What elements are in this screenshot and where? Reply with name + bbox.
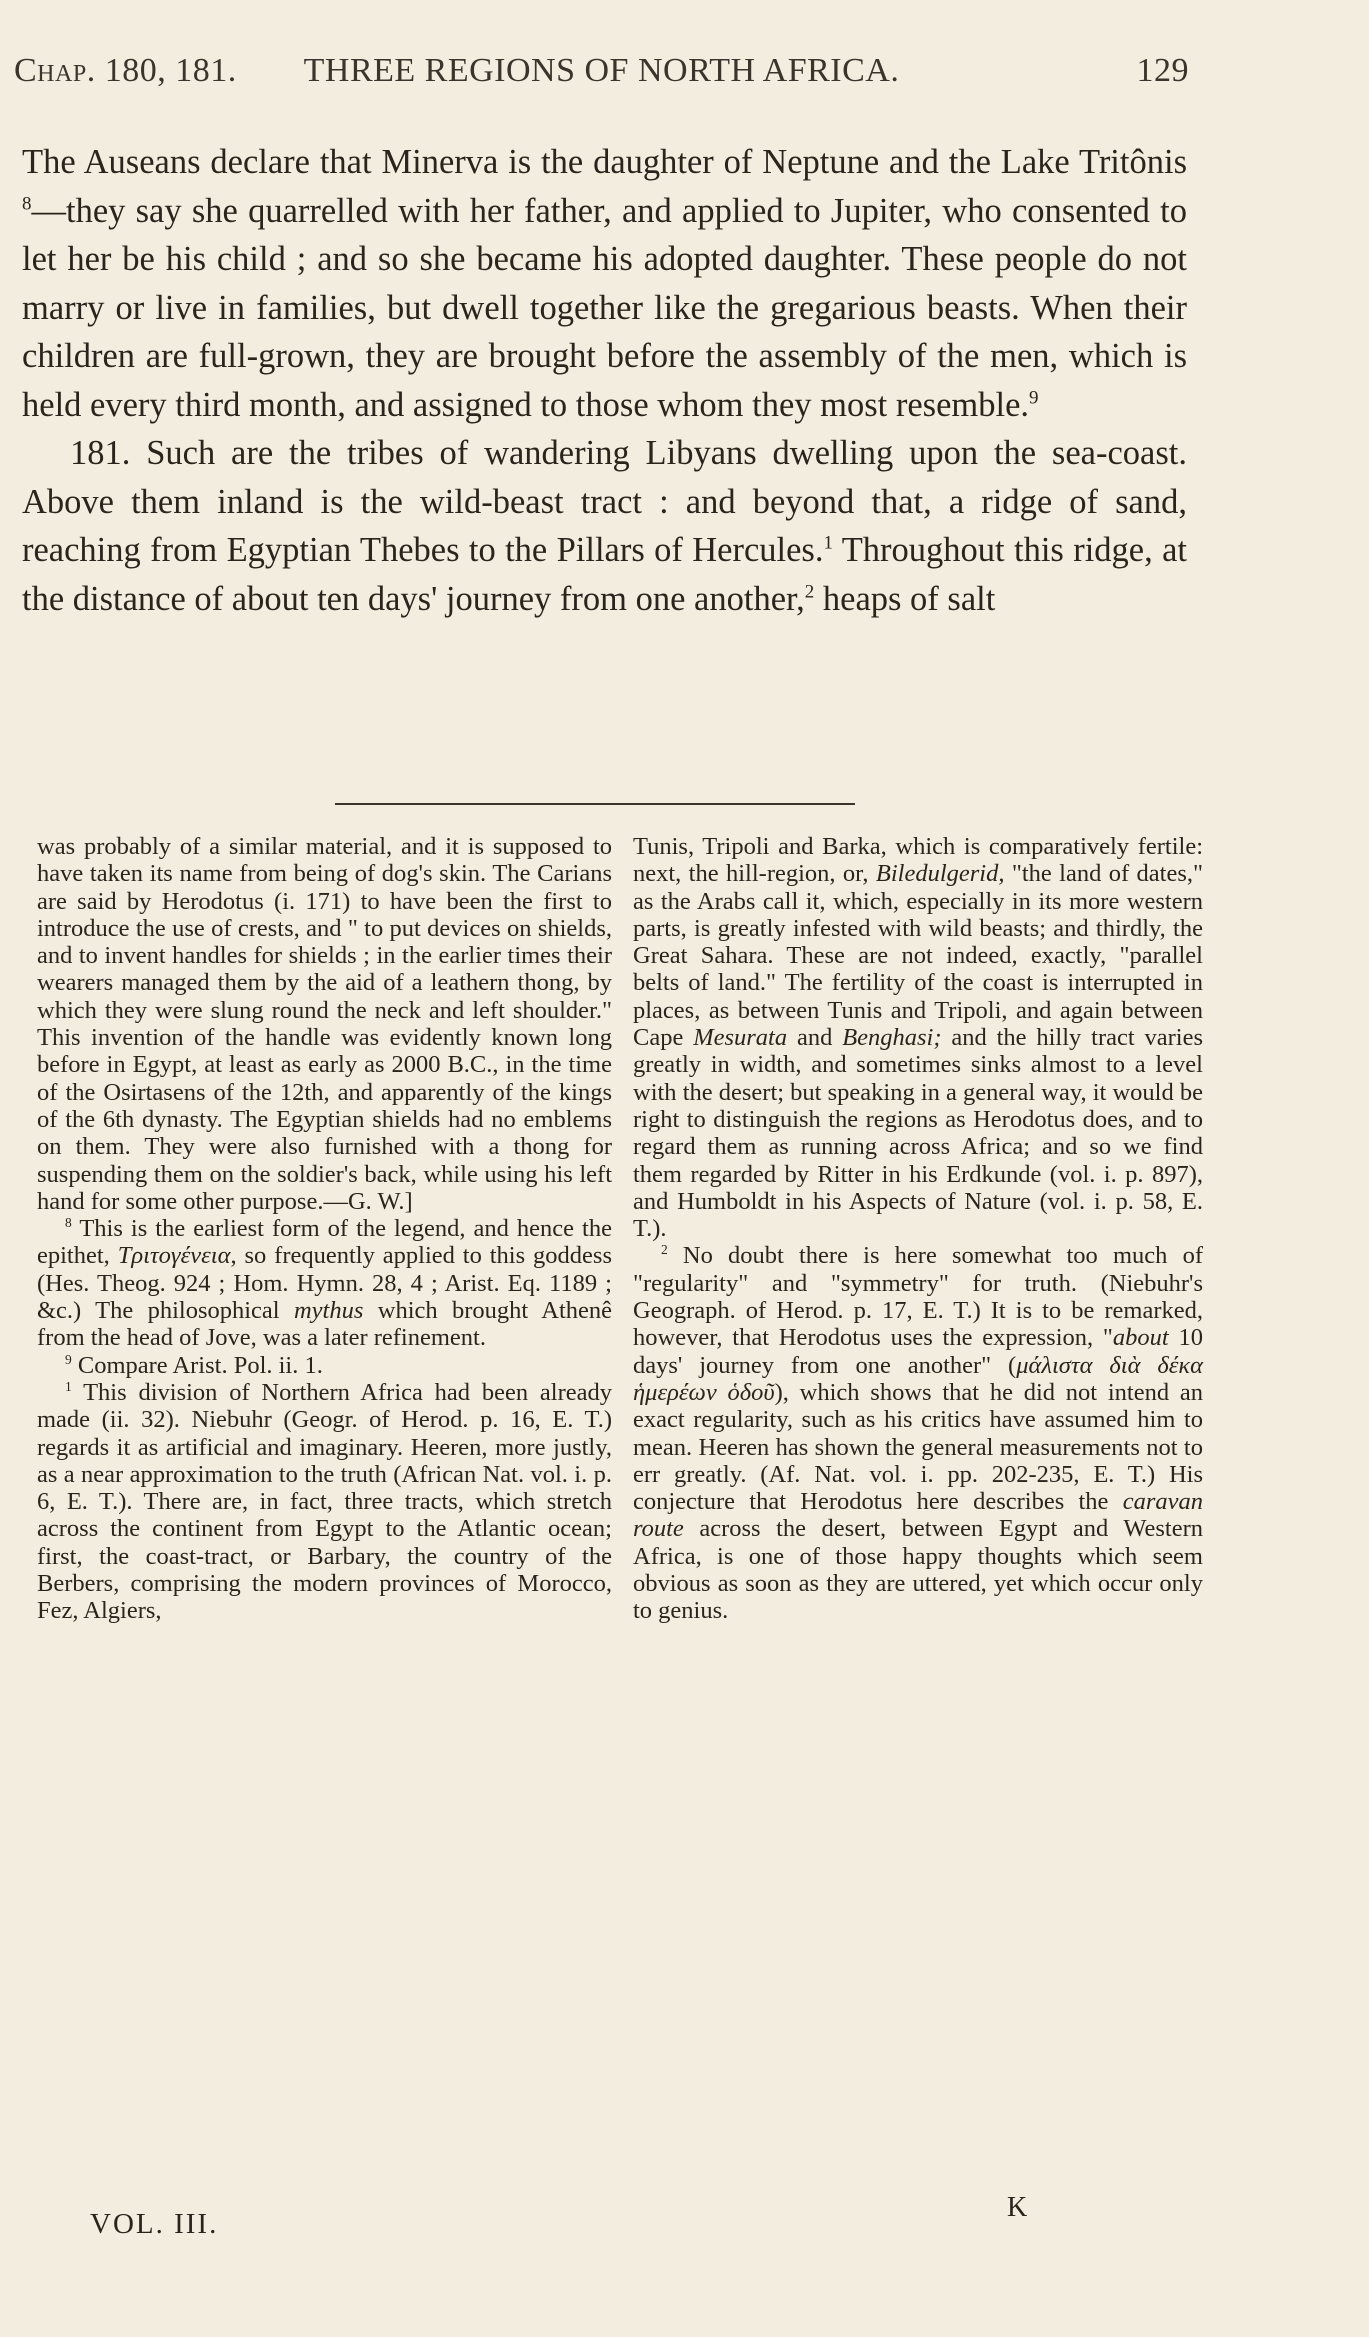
footnote-1: $^1$ This division of Northern Africa had been already made (ii. 32). Niebuhr (Geogr. of Herod. p. 16, E. T.) regards it as artificial and imaginary. Heeren, more justly, as a near approximation to the truth (African Nat. vol. i. p. 6, E. T.). There are, in fact, three tracts, which stretch across the continent from Egypt to the Atlantic ocean; first, the coast-tract, or Barbary, the country of the Berbers, comprising the modern provinces of Morocco, Fez, Algiers,	[37, 1378, 612, 1625]
signature-mark: K	[1007, 2192, 1028, 2223]
footnote-ref-1: 1	[823, 532, 833, 554]
page-number: 129	[1136, 52, 1189, 89]
footnotes-right-column	[633, 833, 1203, 1625]
footnote-divider	[335, 803, 855, 805]
main-paragraph-181: 181. Such are the tribes of wandering Libyans dwelling upon the sea-coast. Above them inland is the wild-beast tract : and beyond that, a ridge of sand, reaching from Egyptian Thebes to the Pillars of Hercules.$^1$ Throughout this ridge, at the distance of about ten days' journey from one another,$^2$ heaps of salt	[22, 434, 1187, 618]
footnotes-left-column	[37, 833, 612, 1625]
running-header	[14, 52, 1189, 102]
footnote-ref-8: 8	[22, 193, 32, 214]
footnote-ref-2: 2	[804, 581, 815, 602]
footnote-ref-9: 9	[1029, 387, 1039, 408]
volume-label: VOL. III.	[90, 2208, 219, 2240]
footnote-continuation-shields: was probably of a similar material, and it is supposed to have taken its name from being of dog's skin. The Carians are said by Herodotus (i. 171) to have been the first to introduce the use of crests, and " to put devices on shields, and to invent handles for shields ; in the earlier times their wearers managed them by the aid of a leathern thong, by which they were slung round the neck and left shoulder." This invention of the handle was evidently known long before in Egypt, at least as early as 2000 B.C., in the time of the Osirtasens of the 12th, and apparently of the kings of the 6th dynasty. The Egyptian shields had no emblems on them. They were also furnished with a thong for suspending them on the soldier's back, while using his left hand for some other purpose.—G. W.]	[37, 833, 612, 1215]
footnote-continuation-regions: Tunis, Tripoli and Barka, which is comparatively fertile: next, the hill-region, or, Biledulgerid, "the land of dates," as the Arabs call it, which, especially in its more western parts, is greatly infested with wild beasts; and thirdly, the Great Sahara. These are not indeed, exactly, "parallel belts of land." The fertility of the coast is interrupted in places, as between Tunis and Tripoli, and again between Cape Mesurata and Benghasi; and the hilly tract varies greatly in width, and sometimes sinks almost to a level with the desert; but speaking in a general way, it would be right to distinguish the regions as Herodotus does, and to regard them as running across Africa; and so we find them regarded by Ritter in his Erdkunde (vol. i. p. 897), and Humboldt in his Aspects of Nature (vol. i. p. 58, E. T.).	[633, 833, 1204, 1243]
footnote-9: $^9$ Compare Arist. Pol. ii. 1.	[65, 1351, 323, 1379]
footnote-8: $^8$ This is the earliest form of the legend, and hence the epithet, Τριτογένεια, so frequently applied to this goddess (Hes. Theog. 924 ; Hom. Hymn. 28, 4 ; Arist. Eq. 1189 ; &c.) The philosophical mythus which brought Athenê from the head of Jove, was a later refinement.	[37, 1215, 613, 1352]
chapter-reference: Chap. 180, 181.	[14, 52, 237, 89]
running-title: THREE REGIONS OF NORTH AFRICA.	[303, 52, 900, 89]
main-text	[22, 138, 1187, 623]
footnote-2: $^2$ No doubt there is here somewhat too much of "regularity" and "symmetry" for truth. (Niebuhr's Geograph. of Herod. p. 17, E. T.) It is to be remarked, however, that Herodotus uses the expression, "about 10 days' journey from one another" (μάλιστα διὰ δέκα ἡμερέων ὁδοῦ), which shows that he did not intend an exact regularity, such as his critics have assumed him to mean. Heeren has shown the general measurements not to err greatly. (Af. Nat. vol. i. pp. 202-235, E. T.) His conjecture that Herodotus here describes the caravan route across the desert, between Egypt and Western Africa, is one of those happy thoughts which seem obvious as soon as they are uttered, yet which occur only to genius.	[633, 1242, 1203, 1625]
main-paragraph-auseans: The Auseans declare that Minerva is the daughter of Neptune and the Lake Tritônis $^8$—they say she quarrelled with her father, and applied to Jupiter, who consented to let her be his child ; and so she became his adopted daughter. These people do not marry or live in families, but dwell together like the gregarious beasts. When their children are full-grown, they are brought before the assembly of the men, which is held every third month, and assigned to those whom they most resemble.$^9$	[22, 143, 1187, 424]
